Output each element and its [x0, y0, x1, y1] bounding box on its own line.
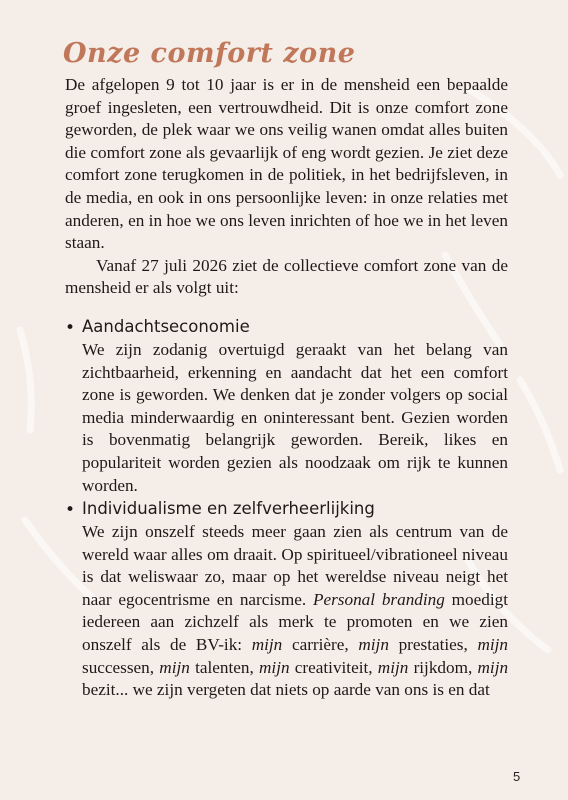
bullet-title: Aandachtseconomie	[82, 316, 250, 336]
page-content	[65, 38, 508, 702]
mijn-item: carrière	[291, 635, 345, 655]
mijn-item: creativiteit	[294, 657, 369, 677]
page-title: Onze comfort zone	[63, 38, 356, 69]
body-text: We zijn onszelf steeds meer gaan zien als centrum van de wereld waar alles om draait. Op spiritueel/vibrationeel niveau is dat weliswaar zo, maar op het wereldse niveau neigt het naar egocentrisme en narcisme.	[82, 522, 508, 609]
emphasis-mijn: mijn	[477, 657, 509, 677]
body-text: moedigt iedereen aan zichzelf als merk te promoten en we zien onszelf als de BV-ik:	[82, 589, 508, 655]
emphasis-mijn: mijn	[159, 657, 190, 677]
emphasis-mijn: mijn	[251, 635, 283, 655]
list-item	[65, 497, 508, 702]
emphasis-mijn: mijn	[377, 657, 409, 677]
emphasis-mijn: mijn	[358, 635, 389, 655]
mijn-item: bezit...	[82, 680, 129, 700]
mijn-item: talenten	[195, 657, 250, 677]
emphasis-text: Personal branding	[312, 589, 445, 609]
intro-paragraph: De afgelopen 9 tot 10 jaar is er in de mensheid een bepaalde groef ingesleten, een vertrouwdheid. Dit is onze comfort zone geworden, de plek waar we ons veilig wanen omdat alles buiten die comfort zone als gevaarlijk of eng wordt gezien. Je ziet deze comfort zone terugkomen in de politiek, in het bedrijfsleven, in de media, en ook in ons persoonlijke leven: in onze relaties met anderen, en in hoe we ons leven inrichten of hoe we in het leven staan.	[65, 75, 508, 253]
bullet-title: Individualisme en zelfverheerlijking	[82, 499, 375, 519]
bullet-icon: •	[65, 500, 76, 521]
emphasis-mijn: mijn	[259, 657, 290, 677]
page-number: 5	[513, 769, 521, 784]
mijn-item: successen	[82, 657, 150, 677]
bullet-body: We zijn onszelf steeds meer gaan zien als centrum van de wereld waar alles om draait. Op spiritueel/vibrationeel niveau is dat weliswaar zo, maar op het wereldse niveau neigt het naar egocentrisme en narcisme. Personal branding moedigt iedereen aan zichzelf als merk te promoten en we zien onszelf als de BV-ik: mijn carrière, mijn prestaties, mijn successen, mijn talenten, mijn creativiteit, mijn rijkdom, mijn bezit... we zijn vergeten dat niets op aarde van ons is en dat	[82, 522, 509, 700]
list-item	[65, 315, 508, 497]
second-paragraph: Vanaf 27 juli 2026 ziet de collectieve comfort zone van de mensheid er als volgt uit:	[65, 255, 508, 298]
bullet-body: We zijn zodanig overtuigd geraakt van het belang van zichtbaarheid, erkenning en aandacht dat het een comfort zone is geworden. We denken dat je zonder volgers op social media minderwaardig en oninteressant bent. Gezien worden is bovenmatig belangrijk geworden. Bereik, likes en populariteit worden gezien als noodzaak om rijk te kunnen worden.	[82, 339, 508, 495]
emphasis-mijn: mijn	[477, 635, 509, 655]
mijn-item: rijkdom	[413, 657, 468, 677]
mijn-item: prestaties	[398, 635, 464, 655]
bullet-icon: •	[65, 317, 76, 338]
body-text: we zijn vergeten dat niets op aarde van ons is en dat	[132, 680, 490, 700]
bullet-list	[65, 315, 508, 702]
